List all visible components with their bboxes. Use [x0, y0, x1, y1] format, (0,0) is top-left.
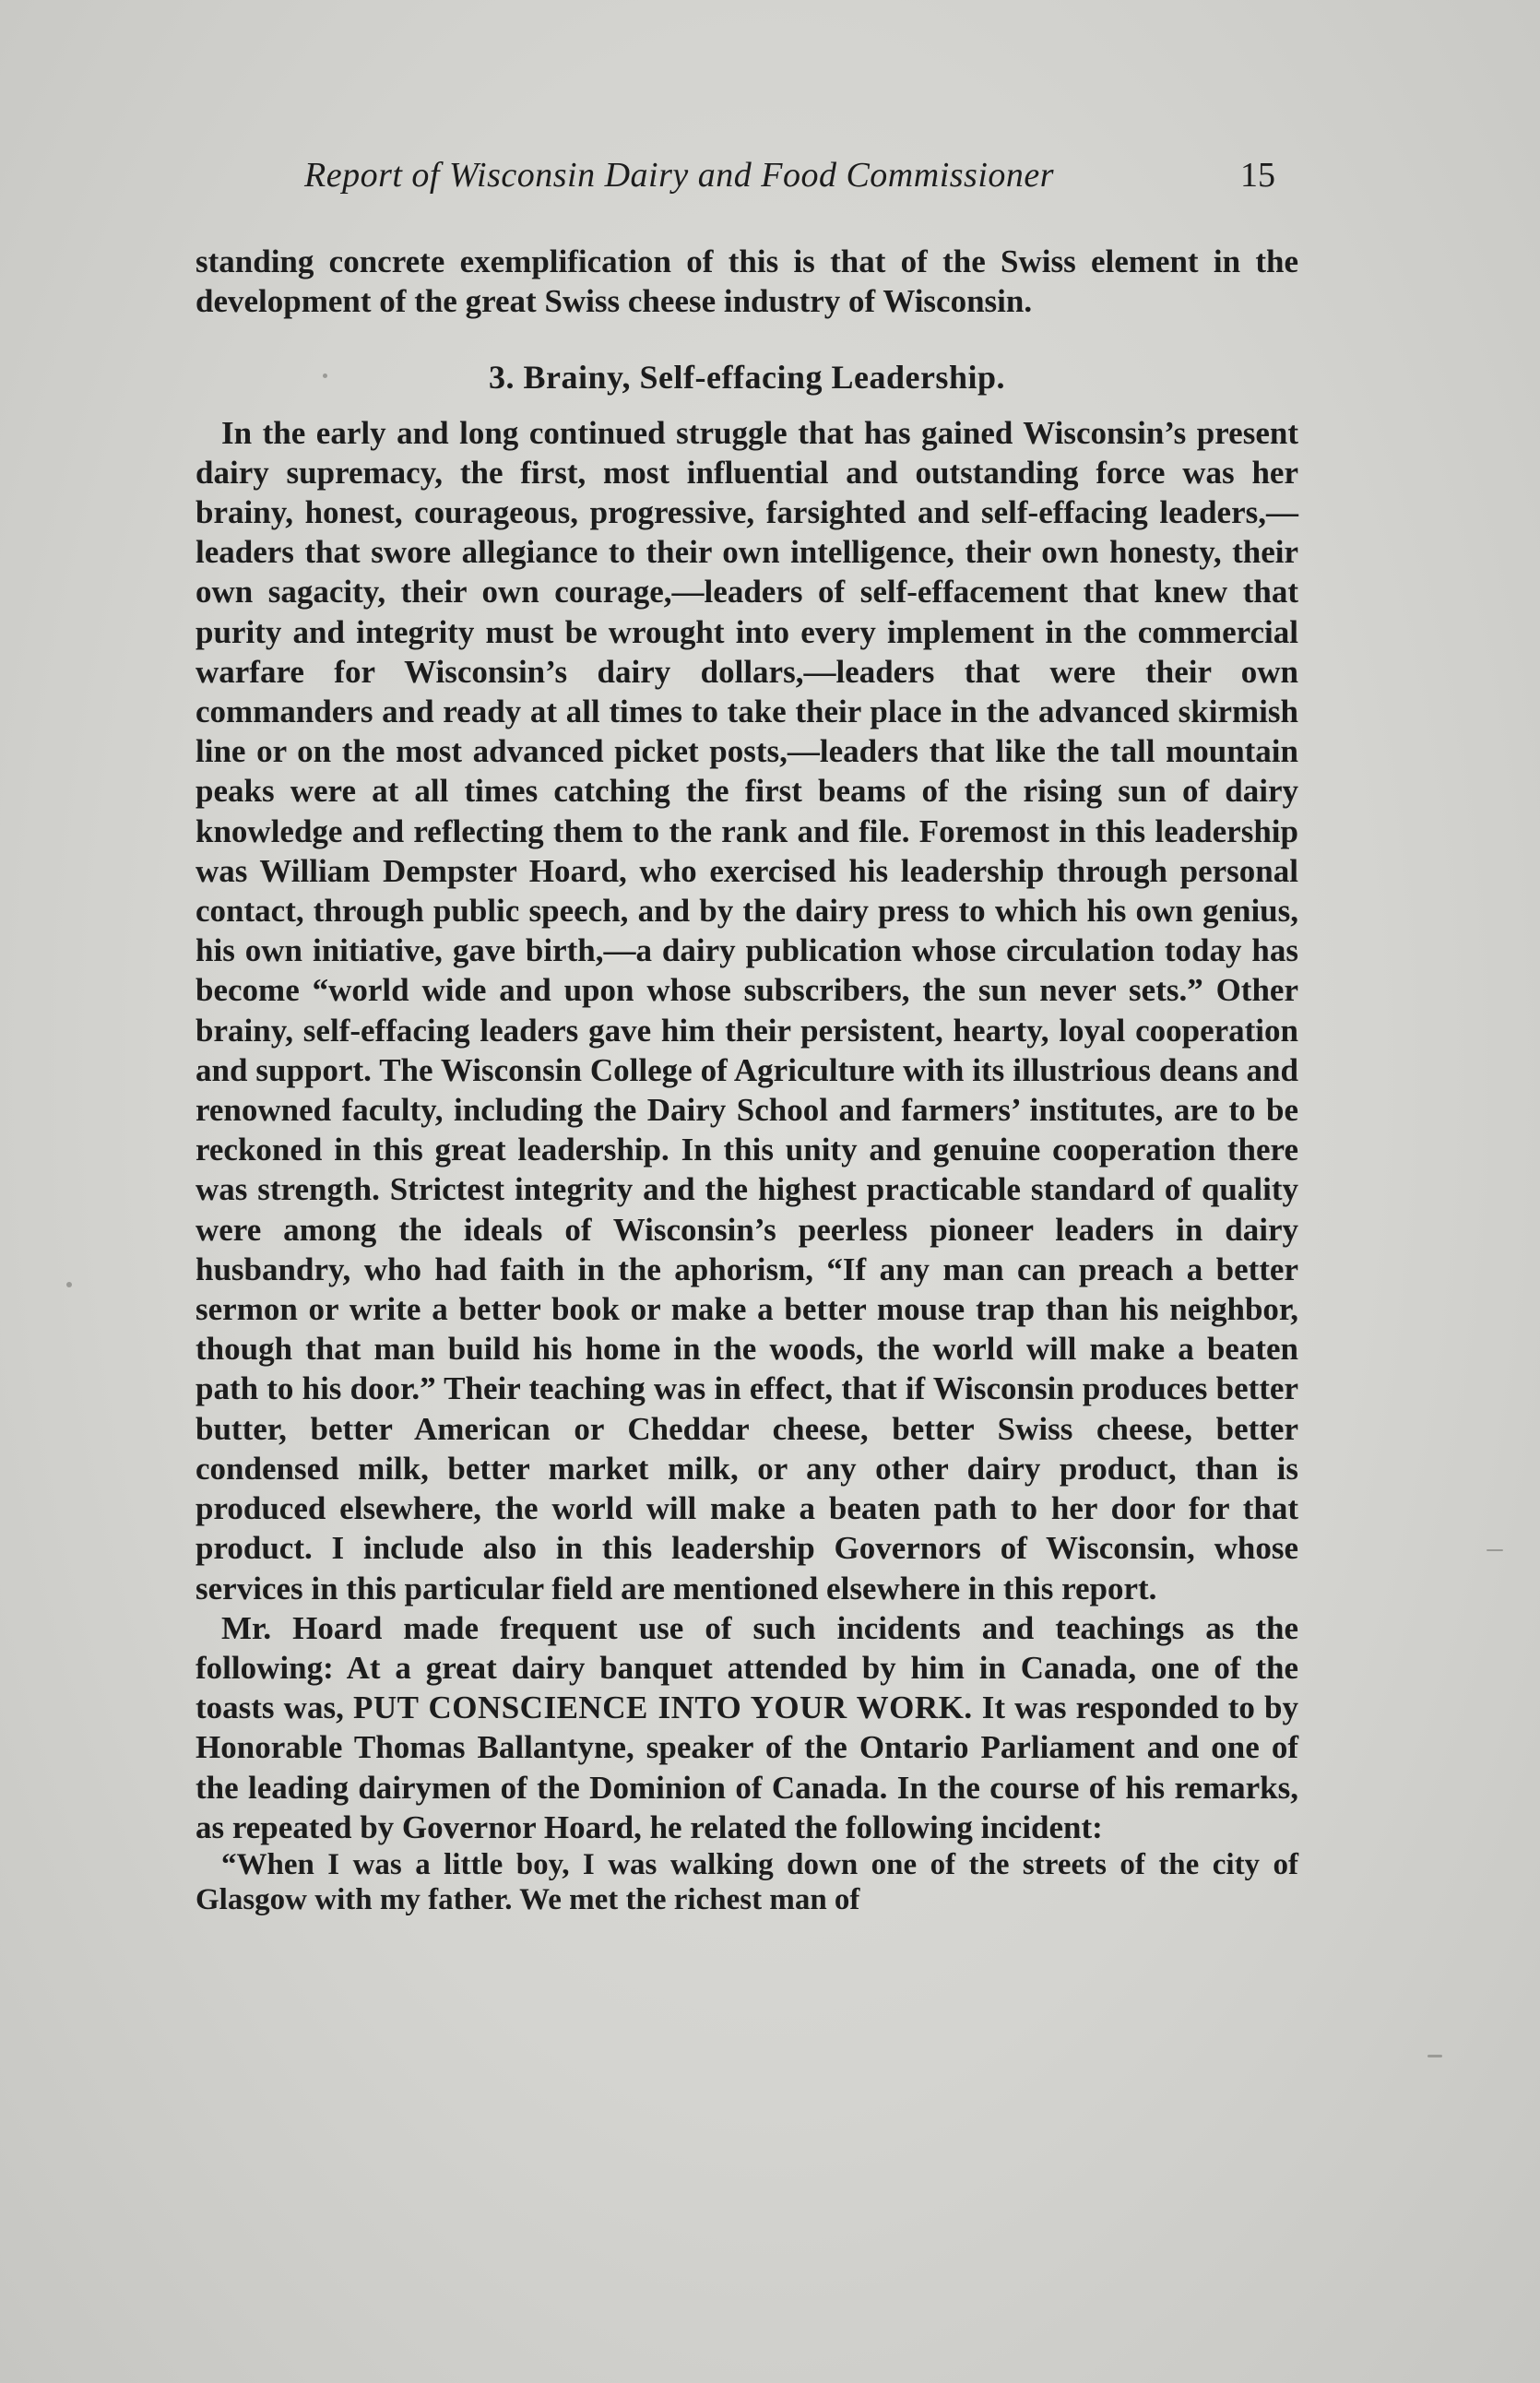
hoard-paragraph-intro: Mr. Hoard made frequent use of such incidents and teachings as the following: At a great dairy banquet attended by him in Canada, one of the toasts was, — [195, 1609, 1298, 1726]
scan-speck — [66, 1282, 72, 1287]
leadership-paragraph: In the early and long continued struggle that has gained Wisconsin’s present dairy supremacy, the first, most influential and outstanding force was her brainy, honest, courageous, progressive, farsighted and self-effacing leaders,—leaders that swore allegiance to their own intelligence, their own honesty, their own sagacity, their own courage,—leaders of self-effacement that knew that purity and integrity must be wrought into every implement in the commercial warfare for Wisconsin’s dairy dollars,—leaders that were their own commanders and ready at all times to take their place in the advanced skirmish line or on the most advanced picket posts,—leaders that like the tall mountain peaks were at all times catching the first beams of the rising sun of dairy knowledge and reflecting them to the rank and file. Foremost in this leadership was William Dempster Hoard, who exercised his leadership through personal contact, through public speech, and by the dairy press to which his own genius, his own initiative, gave birth,—a dairy publication whose circulation today has become “world wide and upon whose subscribers, the sun never sets.” Other brainy, self-effacing leaders gave him their persistent, hearty, loyal cooperation and support. The Wisconsin College of Agriculture with its illustrious deans and renowned faculty, including the Dairy School and farmers’ institutes, are to be reckoned in this great leadership. In this unity and genuine cooperation there was strength. Strictest integrity and the highest practicable standard of quality were among the ideals of Wisconsin’s peerless pioneer leaders in dairy husbandry, who had faith in the aphorism, “If any man can preach a better sermon or write a better book or make a better mouse trap than his neighbor, though that man build his home in the woods, the world will make a beaten path to his door.” Their teaching was in effect, that if Wisconsin produces better butter, better American or Cheddar cheese, better Swiss cheese, better condensed milk, better market milk, or any other dairy product, than is produced elsewhere, the world will make a beaten path to her door for that product. I include also in this leadership Governors of Wisconsin, whose services in this particular field are mentioned elsewhere in this report. — [195, 414, 1298, 1606]
body-text — [195, 242, 1298, 1917]
scan-speck — [1427, 2055, 1442, 2057]
running-head-title: Report of Wisconsin Dairy and Food Commissioner — [304, 156, 1055, 195]
hoard-paragraph — [195, 1608, 1298, 1847]
page-number: 15 — [1240, 156, 1275, 195]
hoard-paragraph-rest: It was responded to by Honorable Thomas Ballantyne, speaker of the Ontario Parliament and one of the leading dairymen of the Dominion of Canada. In the course of his remarks, as repeated by Governor Hoard, he related the following incident: — [195, 1689, 1298, 1845]
opening-paragraph: standing concrete exemplification of this is that of the Swiss element in the development of the great Swiss cheese industry of Wisconsin. — [195, 243, 1298, 320]
glasgow-quote: “When I was a little boy, I was walking down one of the streets of the city of Glasgow with my father. We met the richest man of — [195, 1847, 1298, 1916]
toast-text: PUT CONSCIENCE INTO YOUR WORK. — [352, 1689, 973, 1726]
scan-speck — [1487, 1549, 1503, 1551]
scan-speck — [323, 373, 327, 378]
section-heading: 3. Brainy, Self-effacing Leadership. — [489, 359, 1005, 397]
